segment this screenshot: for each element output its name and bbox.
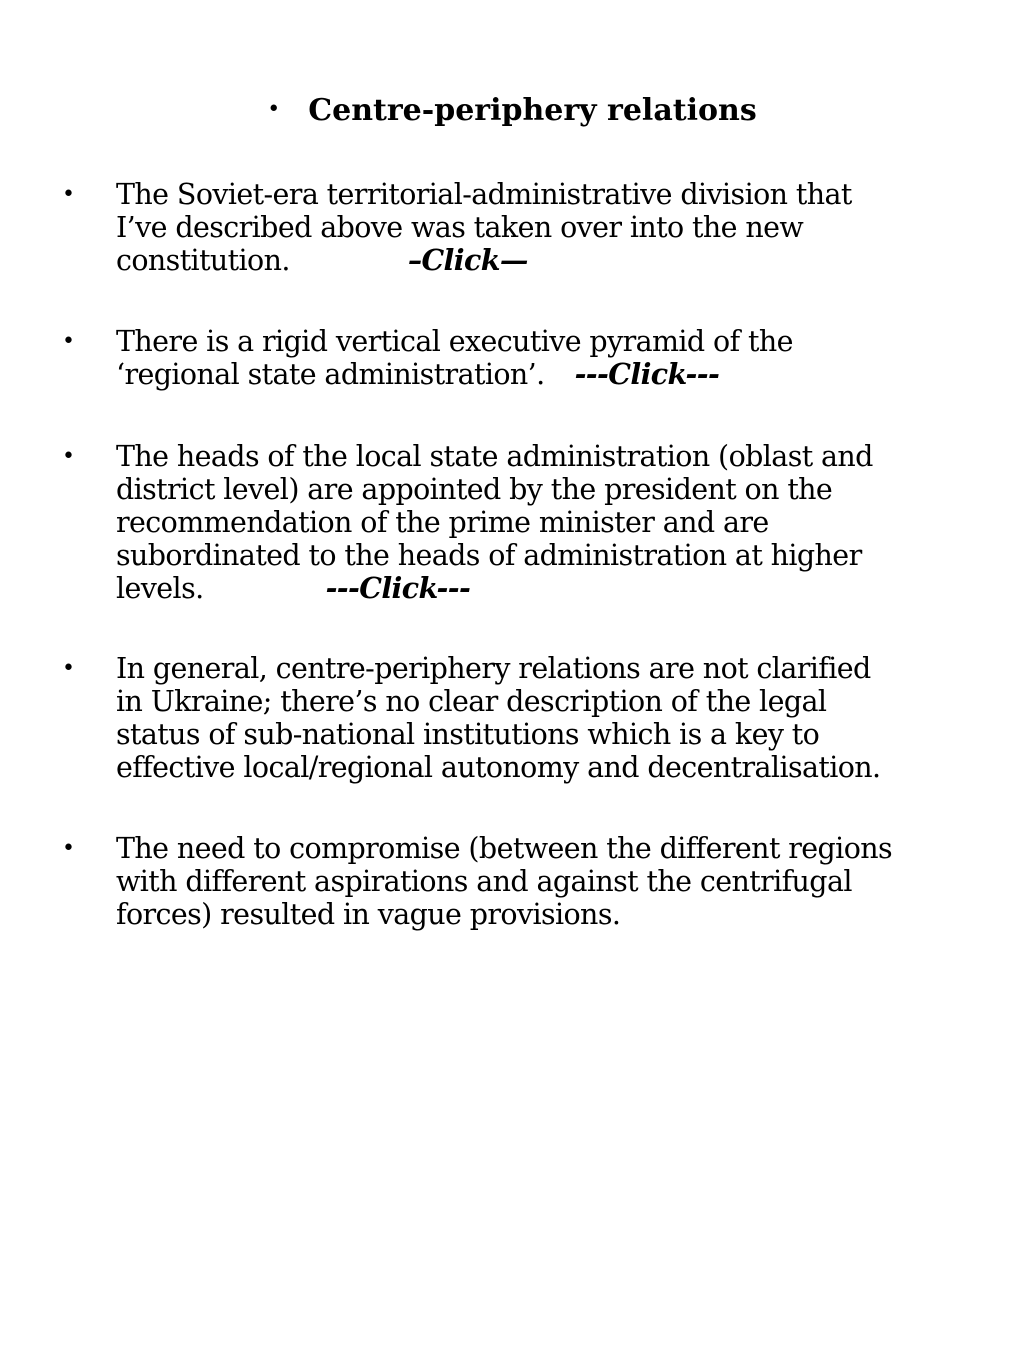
text-line: subordinated to the heads of administration at higher	[116, 539, 862, 572]
bullet-marker: •	[62, 444, 75, 469]
text-line: There is a rigid vertical executive pyramid of the	[116, 325, 793, 358]
bullet-text	[116, 440, 966, 605]
text-line	[116, 244, 966, 277]
text-line: The Soviet-era territorial-administrative division that	[116, 178, 852, 211]
bullet-text	[116, 178, 966, 277]
text-line: status of sub-national institutions which is a key to	[116, 718, 820, 751]
text-segment: ‘regional state administration’.	[116, 358, 545, 391]
text-line: effective local/regional autonomy and decentralisation.	[116, 751, 881, 784]
bullet-text	[116, 832, 966, 931]
text-line: forces) resulted in vague provisions.	[116, 898, 621, 931]
bullet-marker: •	[62, 656, 75, 681]
click-cue: ---Click---	[325, 571, 471, 605]
title-text: Centre-periphery relations	[308, 93, 757, 128]
text-line	[116, 358, 966, 391]
text-line: I’ve described above was taken over into the new	[116, 211, 804, 244]
text-line: The need to compromise (between the different regions	[116, 832, 893, 865]
text-line: recommendation of the prime minister and are	[116, 506, 769, 539]
click-cue: –Click—	[407, 243, 528, 277]
title-bullet: •	[267, 97, 281, 122]
bullet-marker: •	[62, 836, 75, 861]
text-line: in Ukraine; there’s no clear description of the legal	[116, 685, 827, 718]
text-line	[116, 572, 966, 605]
text-segment: levels.	[116, 572, 204, 605]
bullet-text	[116, 325, 966, 391]
text-line: district level) are appointed by the president on the	[116, 473, 833, 506]
text-line: with different aspirations and against the centrifugal	[116, 865, 852, 898]
bullet-marker: •	[62, 329, 75, 354]
slide-title	[0, 92, 1024, 129]
bullet-marker: •	[62, 182, 75, 207]
bullet-text	[116, 652, 966, 784]
click-cue: ---Click---	[574, 357, 720, 391]
text-line: In general, centre-periphery relations are not clarified	[116, 652, 871, 685]
text-segment: constitution.	[116, 244, 290, 277]
text-line: The heads of the local state administration (oblast and	[116, 440, 873, 473]
